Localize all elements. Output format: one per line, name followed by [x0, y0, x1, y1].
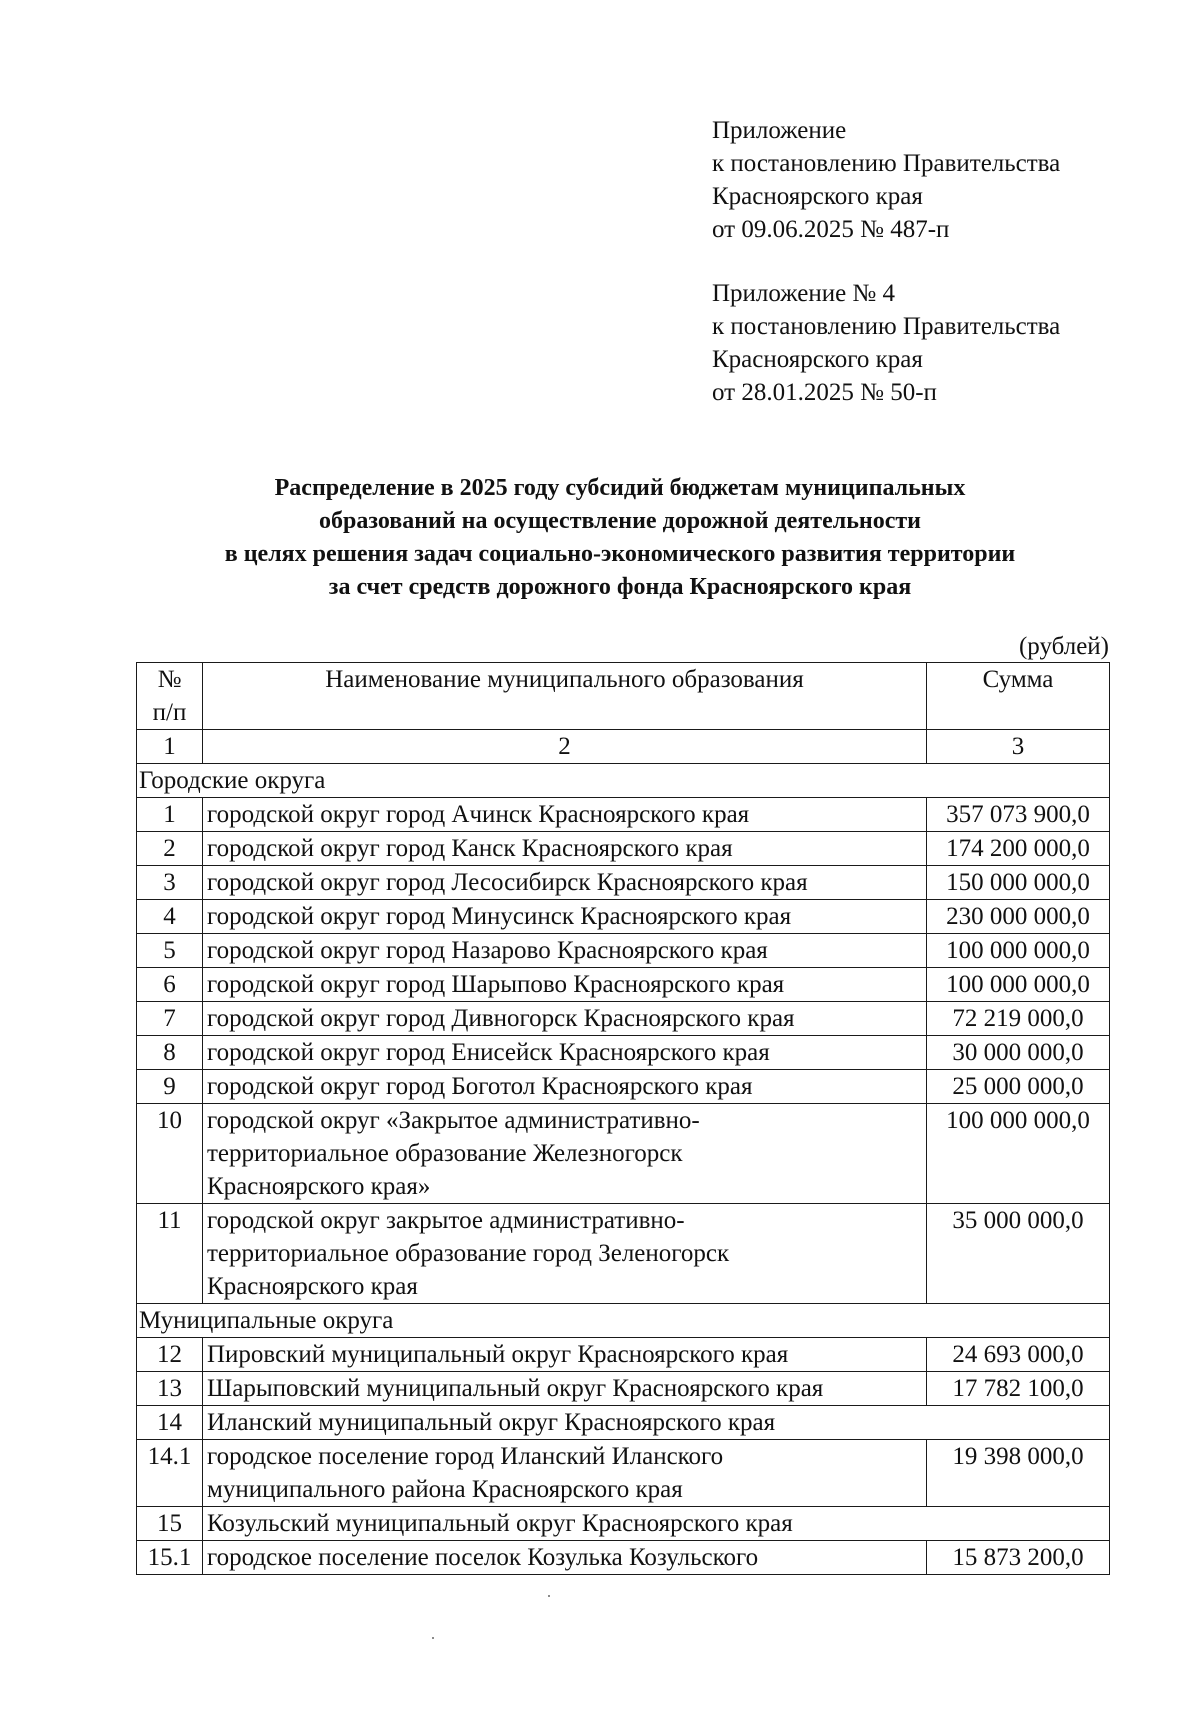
- row-name: городской округ город Минусинск Красноярского края: [203, 900, 927, 934]
- table-row: [137, 798, 1110, 832]
- column-number-3: 3: [927, 730, 1110, 764]
- table-row: [137, 866, 1110, 900]
- row-number: 8: [137, 1036, 203, 1070]
- units-label: (рублей): [1018, 633, 1109, 660]
- row-name: Козульский муниципальный округ Красноярского края: [203, 1507, 1110, 1541]
- document-title: [130, 472, 1110, 604]
- table-row: [137, 1440, 1110, 1507]
- row-amount: 19 398 000,0: [927, 1440, 1110, 1507]
- row-name: городской округ город Лесосибирск Красноярского края: [203, 866, 927, 900]
- row-amount: 357 073 900,0: [927, 798, 1110, 832]
- group-row-urban: [137, 764, 1110, 798]
- row-number: 6: [137, 968, 203, 1002]
- row-amount: 150 000 000,0: [927, 866, 1110, 900]
- row-name: городской округ город Боготол Красноярского края: [203, 1070, 927, 1104]
- row-number: 15: [137, 1507, 203, 1541]
- appendix-current-block: [712, 114, 1060, 246]
- appendix-original-block: [712, 277, 1060, 409]
- row-amount: 15 873 200,0: [927, 1541, 1110, 1575]
- row-name-line2: территориальное образование Железногорск: [207, 1140, 683, 1167]
- row-name-line3: Красноярского края: [207, 1273, 418, 1300]
- header-number-line2: п/п: [152, 699, 187, 726]
- row-number: 9: [137, 1070, 203, 1104]
- appendix-current-line1: Приложение: [712, 117, 847, 144]
- row-name: [203, 1440, 927, 1507]
- table-row: [137, 1372, 1110, 1406]
- row-name-line1: городское поселение город Иланский Иланского: [207, 1443, 724, 1470]
- appendix-original-line1: Приложение № 4: [712, 280, 896, 307]
- title-line1: Распределение в 2025 году субсидий бюджетам муниципальных: [274, 475, 966, 501]
- row-name: Шарыповский муниципальный округ Красноярского края: [203, 1372, 927, 1406]
- table-row: [137, 1541, 1110, 1575]
- row-number: 3: [137, 866, 203, 900]
- table-row: [137, 832, 1110, 866]
- row-number: 4: [137, 900, 203, 934]
- row-amount: 100 000 000,0: [927, 1104, 1110, 1204]
- row-number: 5: [137, 934, 203, 968]
- row-number: 7: [137, 1002, 203, 1036]
- row-name: городской округ город Енисейск Красноярского края: [203, 1036, 927, 1070]
- row-amount: 17 782 100,0: [927, 1372, 1110, 1406]
- column-numbers-row: [137, 730, 1110, 764]
- row-amount: 100 000 000,0: [927, 968, 1110, 1002]
- row-name: [203, 1204, 927, 1304]
- row-amount: 72 219 000,0: [927, 1002, 1110, 1036]
- row-number: 1: [137, 798, 203, 832]
- row-name: городской округ город Канск Красноярского края: [203, 832, 927, 866]
- row-amount: 35 000 000,0: [927, 1204, 1110, 1304]
- table-row: [137, 1002, 1110, 1036]
- table-row: [137, 1406, 1110, 1440]
- row-amount: 174 200 000,0: [927, 832, 1110, 866]
- row-name-line1: городской округ закрытое административно-: [207, 1207, 685, 1234]
- table-row: [137, 1104, 1110, 1204]
- title-line2: образований на осуществление дорожной деятельности: [318, 508, 921, 534]
- table-row: [137, 1070, 1110, 1104]
- row-name-line2: территориальное образование город Зеленогорск: [207, 1240, 730, 1267]
- header-number-cell: [137, 663, 203, 730]
- table-row: [137, 1338, 1110, 1372]
- row-name-line2: муниципального района Красноярского края: [207, 1476, 683, 1503]
- row-number: 13: [137, 1372, 203, 1406]
- table-row: [137, 1036, 1110, 1070]
- row-name: [203, 1104, 927, 1204]
- appendix-original-line2: к постановлению Правительства: [712, 313, 1061, 340]
- table-row: [137, 934, 1110, 968]
- table-row: [137, 968, 1110, 1002]
- row-name-line3: Красноярского края»: [207, 1173, 431, 1200]
- table-header-row: [137, 663, 1110, 730]
- header-amount-cell: Сумма: [927, 663, 1110, 730]
- column-number-2: 2: [203, 730, 927, 764]
- header-name-cell: Наименование муниципального образования: [203, 663, 927, 730]
- scan-speck: [548, 1595, 550, 1597]
- row-amount: 100 000 000,0: [927, 934, 1110, 968]
- row-number: 15.1: [137, 1541, 203, 1575]
- table-row: [137, 1204, 1110, 1304]
- subsidy-table: [136, 662, 1110, 1575]
- appendix-original-line3: Красноярского края: [712, 346, 923, 373]
- row-amount: 25 000 000,0: [927, 1070, 1110, 1104]
- group-row-municipal: [137, 1304, 1110, 1338]
- title-line3: в целях решения задач социально-экономического развития территории: [224, 541, 1016, 567]
- table-row: [137, 1507, 1110, 1541]
- row-number: 12: [137, 1338, 203, 1372]
- row-amount: 24 693 000,0: [927, 1338, 1110, 1372]
- row-amount: 230 000 000,0: [927, 900, 1110, 934]
- row-name: Пировский муниципальный округ Красноярского края: [203, 1338, 927, 1372]
- row-number: 2: [137, 832, 203, 866]
- row-name: городской округ город Назарово Красноярского края: [203, 934, 927, 968]
- row-name-line1: городской округ «Закрытое административно-: [207, 1107, 700, 1134]
- row-number: 14: [137, 1406, 203, 1440]
- appendix-current-line2: к постановлению Правительства: [712, 150, 1061, 177]
- row-number: 11: [137, 1204, 203, 1304]
- row-name: городской округ город Ачинск Красноярского края: [203, 798, 927, 832]
- header-number-line1: №: [157, 666, 182, 693]
- appendix-current-line3: Красноярского края: [712, 183, 923, 210]
- row-name: городской округ город Дивногорск Красноярского края: [203, 1002, 927, 1036]
- group-label-municipal: Муниципальные округа: [137, 1304, 1110, 1338]
- row-name: Иланский муниципальный округ Красноярского края: [203, 1406, 1110, 1440]
- title-line4: за счет средств дорожного фонда Красноярского края: [328, 574, 912, 600]
- group-label-urban: Городские округа: [137, 764, 1110, 798]
- appendix-current-line4: от 09.06.2025 № 487-п: [712, 216, 950, 243]
- column-number-1: 1: [137, 730, 203, 764]
- row-number: 10: [137, 1104, 203, 1204]
- row-name: городской округ город Шарыпово Красноярского края: [203, 968, 927, 1002]
- appendix-original-line4: от 28.01.2025 № 50-п: [712, 379, 937, 406]
- row-amount: 30 000 000,0: [927, 1036, 1110, 1070]
- row-number: 14.1: [137, 1440, 203, 1507]
- scan-speck: [432, 1637, 434, 1639]
- table-row: [137, 900, 1110, 934]
- row-name: городское поселение поселок Козулька Козульского: [203, 1541, 927, 1575]
